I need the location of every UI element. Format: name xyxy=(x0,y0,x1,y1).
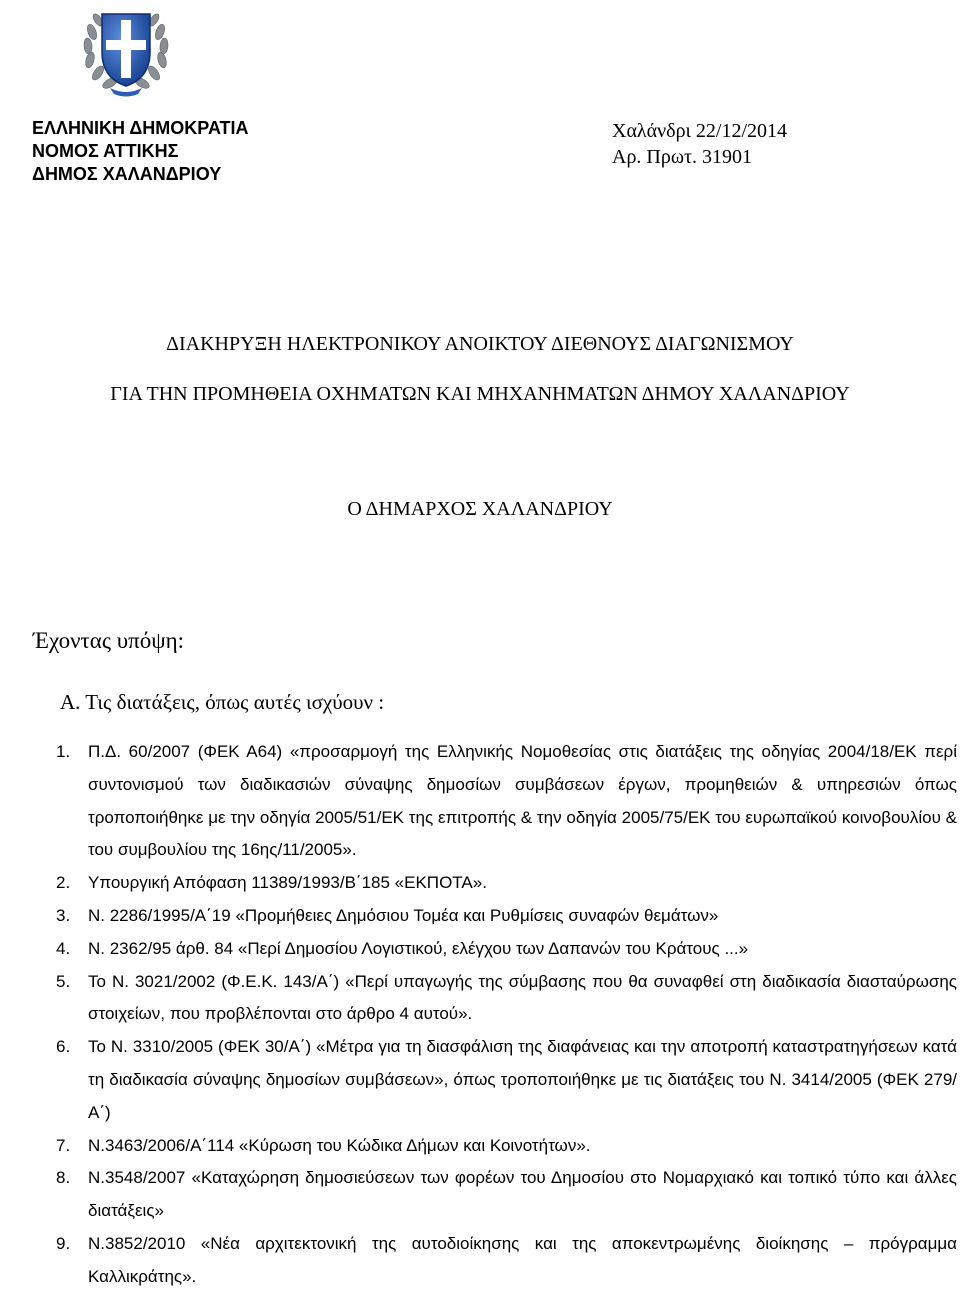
list-item xyxy=(56,933,957,966)
item-number: 2. xyxy=(56,873,71,893)
item-number: 7. xyxy=(56,1135,71,1155)
item-number: 8. xyxy=(56,1168,71,1188)
list-item xyxy=(56,1031,957,1129)
item-text: Π.Δ. 60/2007 (ΦΕΚ Α64) «προσαρμογή της Ελληνικής Νομοθεσίας στις διατάξεις της οδηγίας 2004/18/ΕΚ περί συντονισμού των διαδικασιών σύναψης δημοσίων συμβάσεων έργων, προμηθειών & υπηρεσιών όπως τροποποιήθηκε με την οδηγία 2005/51/ΕΚ της επιτροπής & την οδηγία 2005/75/ΕΚ του ευρωπαϊκού κοινοβουλίου & του συμβουλίου της 16ης/11/2005». xyxy=(88,742,957,860)
issuer-prefecture: ΝΟΜΟΣ ΑΤΤΙΚΗΣ xyxy=(32,141,179,161)
item-text: Το Ν. 3021/2002 (Φ.Ε.Κ. 143/Α΄) «Περί υπαγωγής της σύμβασης που θα συναφθεί στη διαδικασία διασταύρωσης στοιχείων, που προβλέπονται στο άρθρο 4 αυτού». xyxy=(88,971,957,1024)
document-date: Χαλάνδρι 22/12/2014 xyxy=(612,120,788,142)
item-text: Ν. 2286/1995/Α΄19 «Προμήθειες Δημόσιου Τομέα και Ρυθμίσεις συναφών θεμάτων» xyxy=(88,905,719,925)
issuer-block xyxy=(32,117,248,186)
considering-heading: Έχοντας υπόψη: xyxy=(33,628,185,653)
protocol-number: Αρ. Πρωτ. 31901 xyxy=(612,146,753,168)
list-item xyxy=(56,966,957,1032)
list-item xyxy=(56,736,957,867)
item-number: 5. xyxy=(56,971,71,991)
item-number: 4. xyxy=(56,938,71,958)
list-item xyxy=(56,900,957,933)
item-text: Το Ν. 3310/2005 (ΦΕΚ 30/Α΄) «Μέτρα για τη διασφάλιση της διαφάνειας και την αποτροπή καταστρατηγήσεων κατά τη διαδικασία σύναψης δημοσίων συμβάσεων», όπως τροποποιήθηκε με τις διατάξεις του Ν. 3414/2005 (ΦΕΚ 279/Α΄) xyxy=(88,1037,957,1122)
mayor-heading: Ο ΔΗΜΑΡΧΟΣ ΧΑΛΑΝΔΡΙΟΥ xyxy=(347,498,613,520)
declaration-subtitle: ΓΙΑ ΤΗΝ ΠΡΟΜΗΘΕΙΑ ΟΧΗΜΑΤΩΝ ΚΑΙ ΜΗΧΑΝΗΜΑΤΩΝ ΔΗΜΟΥ ΧΑΛΑΝΔΡΙΟΥ xyxy=(110,383,850,405)
issuer-municipality: ΔΗΜΟΣ ΧΑΛΑΝΔΡΙΟΥ xyxy=(32,164,222,184)
item-number: 9. xyxy=(56,1233,71,1253)
greek-coat-of-arms-icon xyxy=(80,2,172,98)
list-item xyxy=(56,867,957,900)
legislation-list xyxy=(56,736,957,1294)
item-number: 1. xyxy=(56,742,71,761)
date-protocol-block xyxy=(612,118,787,170)
list-item xyxy=(56,1228,957,1294)
section-a-heading: Α. Τις διατάξεις, όπως αυτές ισχύουν : xyxy=(60,690,385,714)
declaration-title: ΔΙΑΚΗΡΥΞΗ ΗΛΕΚΤΡΟΝΙΚΟΥ ΑΝΟΙΚΤΟΥ ΔΙΕΘΝΟΥΣ ΔΙΑΓΩΝΙΣΜΟΥ xyxy=(166,333,794,355)
item-text: Ν.3852/2010 «Νέα αρχιτεκτονική της αυτοδιοίκησης και της αποκεντρωμένης διοίκησης – πρόγραμμα Καλλικράτης». xyxy=(88,1233,957,1286)
issuer-republic: ΕΛΛΗΝΙΚΗ ΔΗΜΟΚΡΑΤΙΑ xyxy=(32,118,249,138)
item-text: Υπουργική Απόφαση 11389/1993/Β΄185 «ΕΚΠΟΤΑ». xyxy=(88,873,487,893)
item-text: Ν.3548/2007 «Καταχώρηση δημοσιεύσεων των φορέων του Δημοσίου στο Νομαρχιακό και τοπικό τύπο και άλλες διατάξεις» xyxy=(88,1168,957,1221)
list-item xyxy=(56,1130,957,1163)
item-text: Ν. 2362/95 άρθ. 84 «Περί Δημοσίου Λογιστικού, ελέγχου των Δαπανών του Κράτους ...» xyxy=(88,938,749,958)
item-text: Ν.3463/2006/Α΄114 «Κύρωση του Κώδικα Δήμων και Κοινοτήτων». xyxy=(88,1135,591,1155)
item-number: 6. xyxy=(56,1037,71,1057)
list-item xyxy=(56,1162,957,1228)
item-number: 3. xyxy=(56,905,71,925)
